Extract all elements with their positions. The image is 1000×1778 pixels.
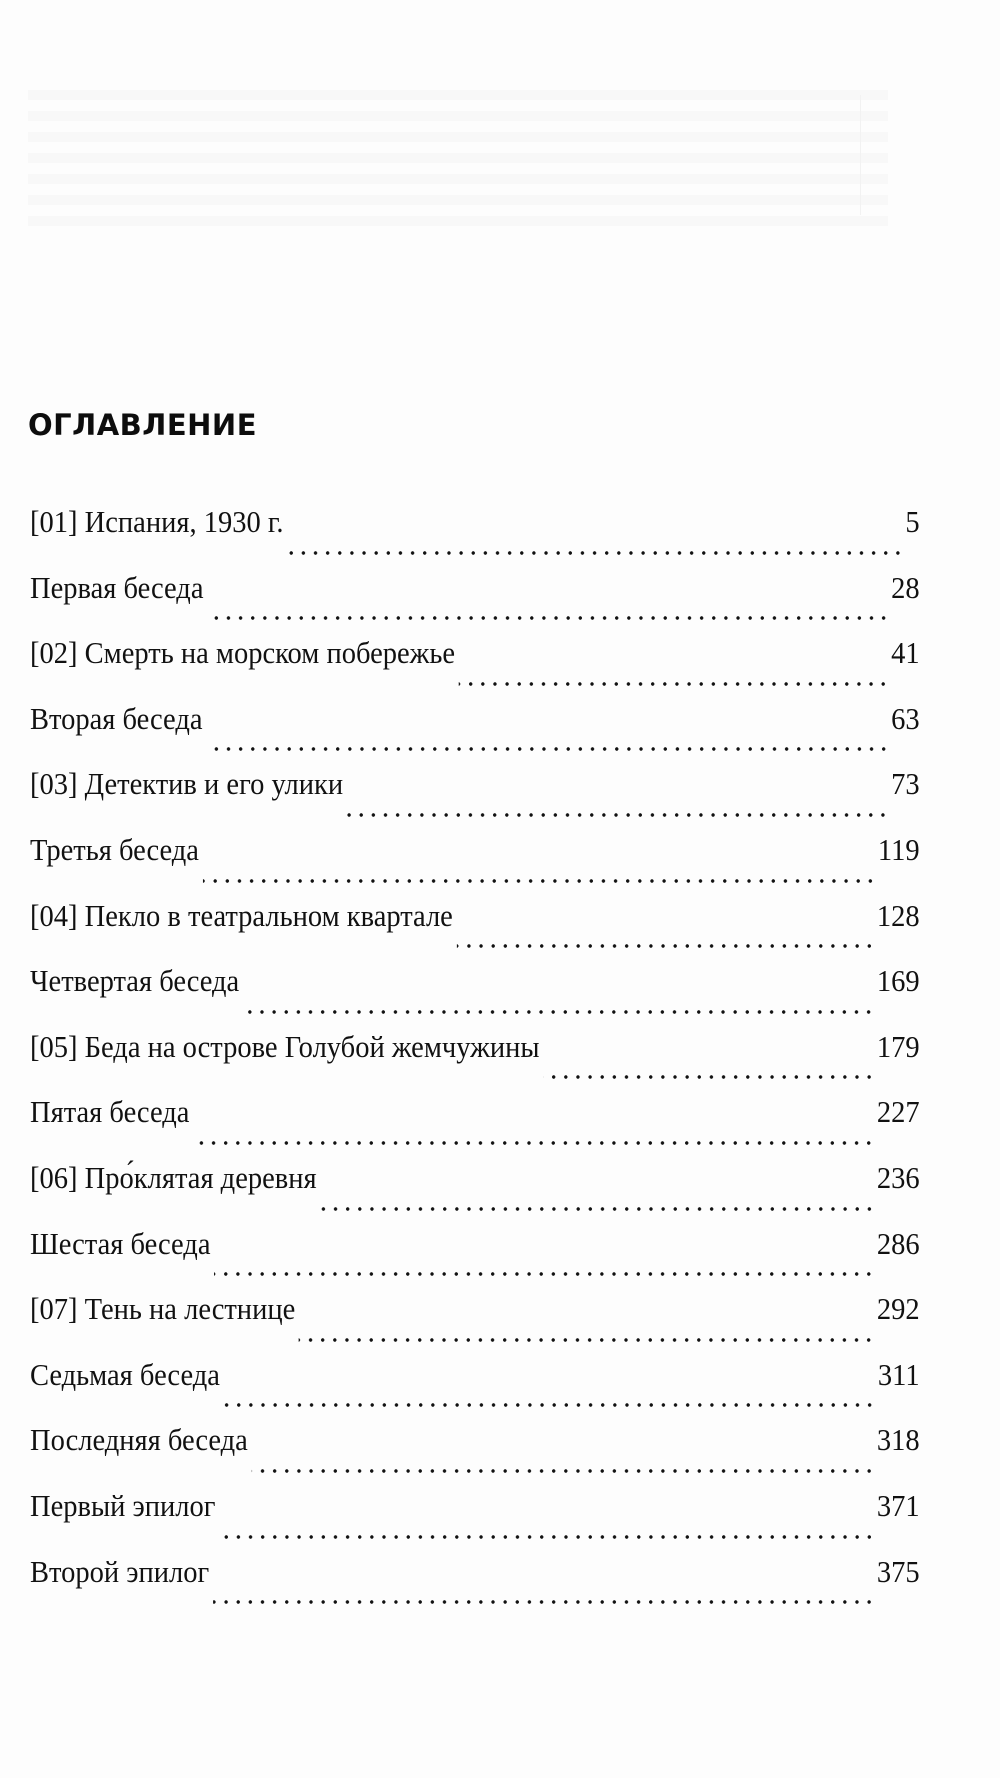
toc-entry-page: 236: [876, 1159, 920, 1195]
toc-entry-page: 169: [876, 963, 920, 999]
toc-entry: [30, 1420, 920, 1486]
toc-entry-title: Первый эпилог: [30, 1487, 216, 1523]
dot-leader: [459, 678, 890, 690]
toc-entry-title: [03] Детектив и его улики: [30, 766, 344, 802]
dot-leader: [203, 875, 876, 887]
dot-leader: [206, 743, 889, 755]
toc-entry-page: 318: [876, 1422, 920, 1458]
toc-entry: [30, 1027, 920, 1093]
toc-entry: [30, 1552, 920, 1618]
dot-leader: [214, 1268, 875, 1280]
reverse-page-show-through: [28, 90, 888, 230]
toc-entry-page: 375: [876, 1553, 920, 1589]
toc-entry-title: [01] Испания, 1930 г.: [30, 504, 284, 539]
page-title: ОГЛАВЛЕНИЕ: [28, 408, 258, 442]
toc-entry-page: 227: [876, 1094, 920, 1130]
toc-entry-page: 28: [891, 569, 920, 605]
reverse-page-frame-edge: [860, 95, 881, 215]
table-of-contents: [30, 502, 920, 1617]
dot-leader: [347, 809, 890, 821]
toc-entry-title: Пятая беседа: [30, 1094, 190, 1130]
toc-entry: [30, 961, 920, 1027]
toc-entry: [30, 830, 920, 896]
dot-leader: [252, 1465, 875, 1477]
dot-leader: [219, 1531, 875, 1543]
dot-leader: [299, 1334, 875, 1346]
toc-entry-title: [06] Про́клятая деревня: [30, 1159, 317, 1195]
dot-leader: [207, 612, 889, 624]
toc-entry: [30, 1092, 920, 1158]
toc-entry-title: Третья беседа: [30, 831, 199, 867]
toc-entry-title: [07] Тень на лестнице: [30, 1291, 296, 1327]
toc-entry-page: 286: [876, 1225, 920, 1261]
toc-entry-title: Второй эпилог: [30, 1553, 210, 1589]
toc-entry-page: 5: [905, 504, 920, 539]
toc-entry-title: Вторая беседа: [30, 700, 203, 736]
toc-entry: [30, 633, 920, 699]
toc-entry-title: [02] Смерть на морском побережье: [30, 635, 456, 671]
dot-leader: [243, 1006, 875, 1018]
toc-entry: [30, 1289, 920, 1355]
toc-entry-page: 179: [876, 1028, 920, 1064]
toc-entry-page: 292: [876, 1291, 920, 1327]
toc-entry-page: 119: [877, 831, 920, 867]
dot-leader: [457, 940, 875, 952]
toc-entry: [30, 1486, 920, 1552]
dot-leader: [224, 1399, 876, 1411]
dot-leader: [320, 1203, 875, 1215]
toc-entry-page: 371: [876, 1487, 920, 1523]
toc-entry: [30, 1224, 920, 1290]
toc-entry-title: Первая беседа: [30, 569, 204, 605]
toc-entry: [30, 1355, 920, 1421]
toc-entry-title: Седьмая беседа: [30, 1356, 220, 1392]
toc-entry: [30, 896, 920, 962]
toc-entry-page: 63: [891, 700, 920, 736]
dot-leader: [213, 1596, 875, 1608]
toc-entry-page: 311: [877, 1356, 920, 1392]
toc-entry: [30, 699, 920, 765]
toc-entry: [30, 764, 920, 830]
toc-entry: [30, 502, 920, 568]
toc-entry-title: Четвертая беседа: [30, 963, 240, 999]
dot-leader: [287, 547, 903, 559]
toc-entry-title: [05] Беда на острове Голубой жемчужины: [30, 1028, 540, 1064]
dot-leader: [193, 1137, 875, 1149]
toc-entry-page: 41: [891, 635, 920, 671]
dot-leader: [543, 1071, 875, 1083]
toc-entry-page: 128: [876, 897, 920, 933]
toc-entry-title: Последняя беседа: [30, 1422, 248, 1458]
toc-entry-title: [04] Пекло в театральном квартале: [30, 897, 453, 933]
toc-entry: [30, 568, 920, 634]
toc-entry-page: 73: [891, 766, 920, 802]
toc-entry: [30, 1158, 920, 1224]
toc-entry-title: Шестая беседа: [30, 1225, 211, 1261]
